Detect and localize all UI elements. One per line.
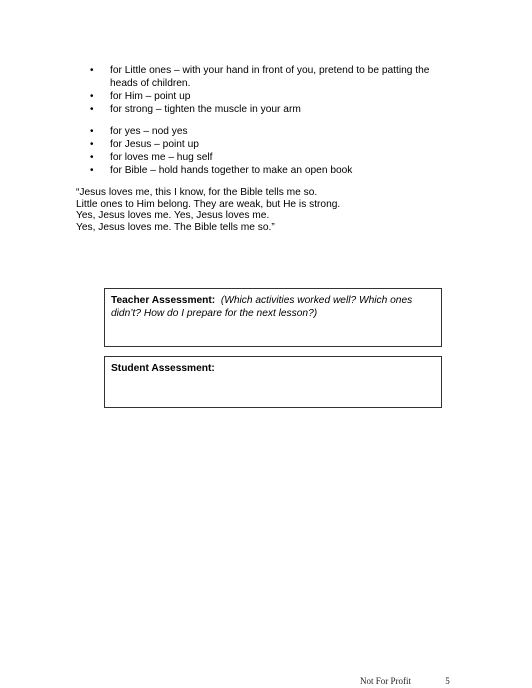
list-item-text: for yes – nod yes bbox=[110, 126, 188, 137]
list-item-text: for strong – tighten the muscle in your arm bbox=[110, 104, 301, 115]
list-item-text: for loves me – hug self bbox=[110, 152, 213, 163]
lyric-line: Little ones to Him belong. They are weak, but He is strong. bbox=[76, 198, 341, 210]
bullet-icon: • bbox=[90, 126, 94, 137]
list-item bbox=[90, 138, 450, 151]
list-item bbox=[90, 125, 450, 138]
lyric-line: Yes, Jesus loves me. Yes, Jesus loves me. bbox=[76, 210, 270, 222]
gesture-list-2 bbox=[90, 125, 450, 177]
list-item-text: for Bible – hold hands together to make an open book bbox=[110, 165, 353, 176]
gesture-list-1 bbox=[90, 64, 450, 116]
teacher-assessment-note: (Which activities worked well? Which ones didn’t? How do I prepare for the next lesson?) bbox=[111, 295, 413, 319]
list-item bbox=[90, 164, 450, 177]
student-assessment-label: Student Assessment: bbox=[111, 363, 215, 374]
bullet-icon: • bbox=[90, 165, 94, 176]
list-item bbox=[90, 151, 450, 164]
bullet-icon: • bbox=[90, 65, 94, 76]
bullet-icon: • bbox=[90, 152, 94, 163]
page-number: 5 bbox=[445, 676, 450, 686]
lyric-line: “Jesus loves me, this I know, for the Bible tells me so. bbox=[76, 187, 318, 198]
list-item bbox=[90, 90, 450, 103]
list-item-text: for Him – point up bbox=[110, 91, 191, 102]
student-assessment-box bbox=[104, 356, 442, 408]
list-item bbox=[90, 64, 450, 90]
bullet-icon: • bbox=[90, 139, 94, 150]
bullet-icon: • bbox=[90, 91, 94, 102]
bullet-icon: • bbox=[90, 104, 94, 115]
teacher-assessment-label: Teacher Assessment: bbox=[111, 295, 216, 306]
list-item-text: for Jesus – point up bbox=[110, 139, 199, 150]
song-lyrics bbox=[76, 187, 456, 233]
list-item bbox=[90, 103, 450, 116]
page-footer bbox=[360, 676, 450, 686]
list-item-text: for Little ones – with your hand in front of you, pretend to be patting the heads of children. bbox=[110, 65, 430, 89]
footer-text: Not For Profit bbox=[360, 676, 412, 686]
lyric-line: Yes, Jesus loves me. The Bible tells me so.” bbox=[76, 221, 275, 233]
teacher-assessment-box bbox=[104, 288, 442, 347]
